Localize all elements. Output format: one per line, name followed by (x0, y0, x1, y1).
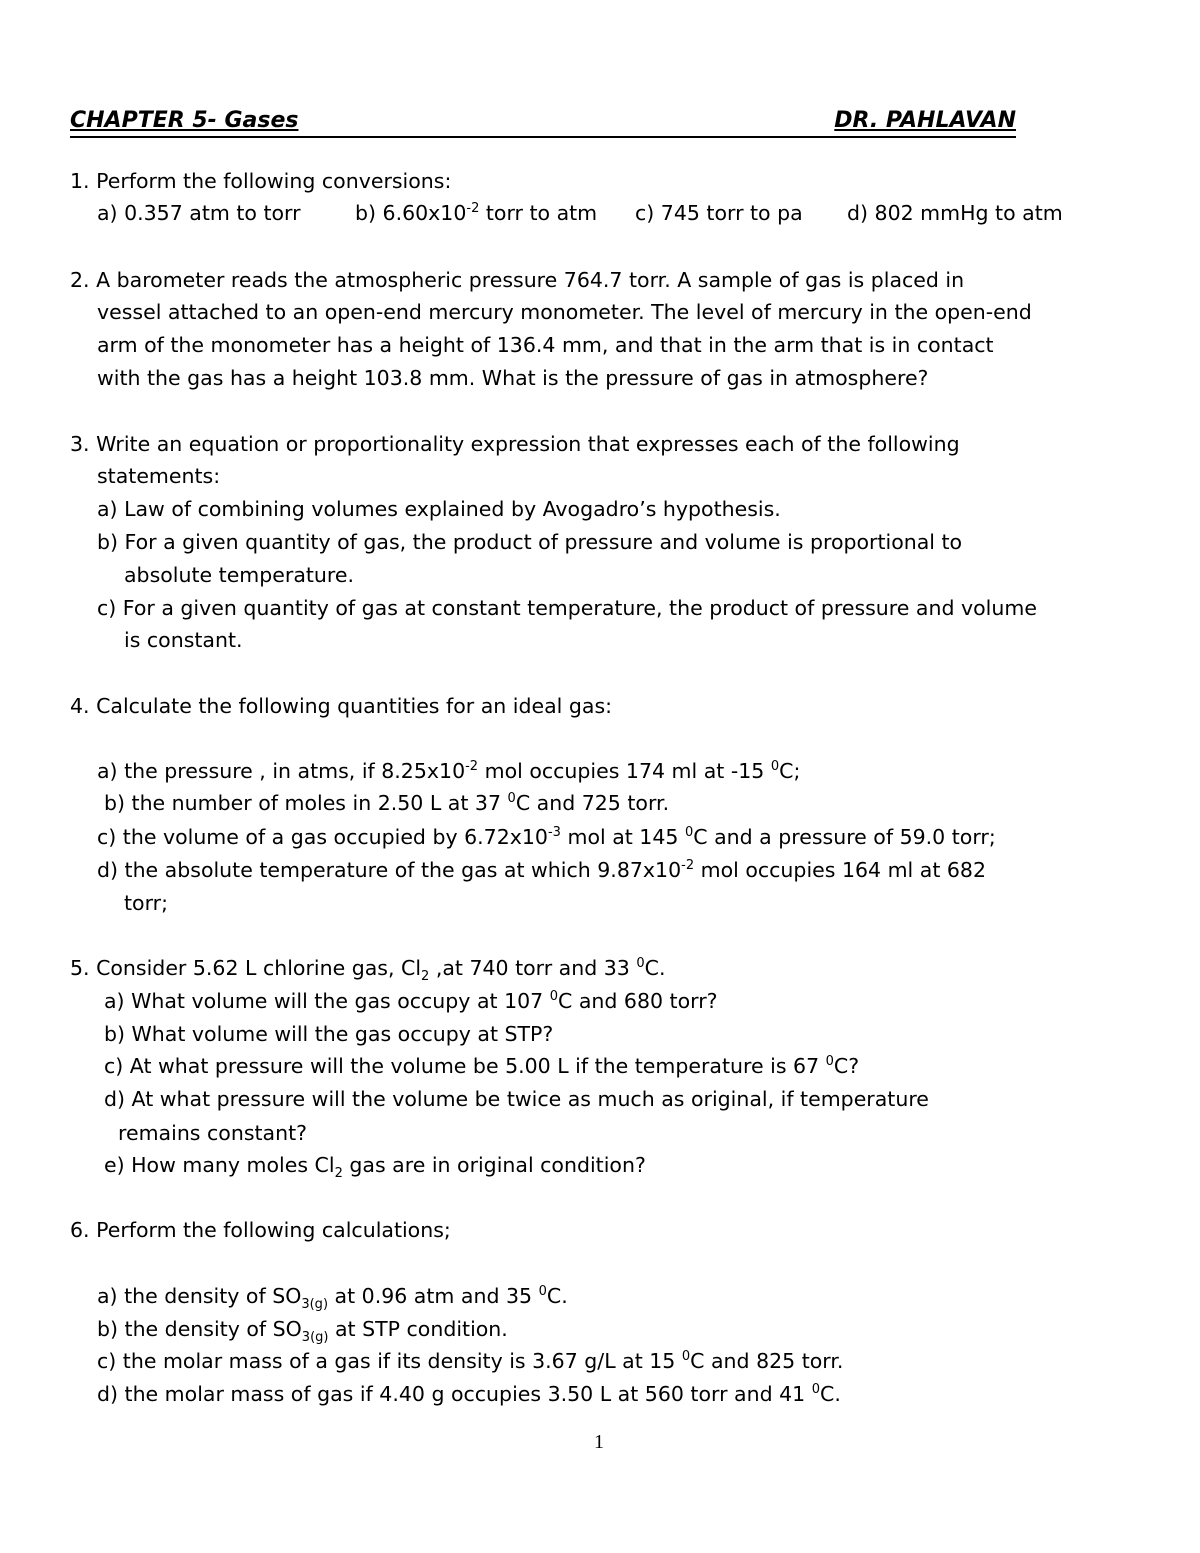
chapter-title: CHAPTER 5- Gases (70, 108, 299, 133)
question-4-part-d-line-1: d) the absolute temperature of the gas at which $9.87x10^{-2}$ mol occupies 164 ml at 682 (97, 858, 987, 882)
question-2-line-2: vessel attached to an open-end mercury monometer. The level of mercury in the open-end (97, 300, 1032, 324)
question-2-line-3: arm of the monometer has a height of 136.4 mm, and that in the arm that is in contact (97, 333, 994, 357)
question-1-part-c: c) 745 torr to pa (635, 201, 803, 225)
question-6-part-a: a) the density of $SO_{3(g)}$ at 0.96 atm and 35 $^0$C. (97, 1284, 568, 1312)
question-4-part-d-line-2: torr; (124, 891, 168, 915)
question-5-part-e: e) How many moles $Cl_2$ gas are in original condition? (104, 1153, 646, 1181)
question-1-part-a: a) 0.357 atm to torr (97, 201, 301, 225)
question-1-part-b: b) $6.60x10^{-2}$ torr to atm (355, 201, 598, 225)
question-5-part-d-line-1: d) At what pressure will the volume be twice as much as original, if temperature (104, 1087, 929, 1111)
author-name: DR. PAHLAVAN (834, 108, 1016, 133)
question-5-part-a: a) What volume will the gas occupy at 107 $^0$C and 680 torr? (104, 989, 718, 1013)
question-4-stem: 4. Calculate the following quantities for an ideal gas: (70, 694, 613, 718)
question-5-stem: 5. Consider 5.62 L chlorine gas, $Cl_2$ ,at 740 torr and 33 $^0$C. (70, 956, 666, 984)
page-header (70, 106, 1016, 138)
question-4-part-b: b) the number of moles in 2.50 L at 37 $^0$C and 725 torr. (104, 791, 670, 815)
question-5-part-d-line-2: remains constant? (118, 1121, 308, 1145)
question-3-part-b-line-1: b) For a given quantity of gas, the product of pressure and volume is proportional to (97, 530, 963, 554)
question-3-part-a: a) Law of combining volumes explained by Avogadro’s hypothesis. (97, 497, 781, 521)
question-2-line-4: with the gas has a height 103.8 mm. What is the pressure of gas in atmosphere? (97, 366, 929, 390)
question-4-part-a: a) the pressure , in atms, if $8.25x10^{-2}$ mol occupies 174 ml at -15 $^0$C; (97, 759, 801, 783)
question-1-stem: 1. Perform the following conversions: (70, 169, 452, 193)
question-6-stem: 6. Perform the following calculations; (70, 1218, 451, 1242)
question-6-part-b: b) the density of $SO_{3(g)}$ at STP condition. (97, 1317, 508, 1345)
question-6-part-d: d) the molar mass of gas if 4.40 g occupies 3.50 L at 560 torr and 41 $^0$C. (97, 1382, 841, 1406)
question-1-conversions (97, 200, 1077, 226)
question-3-part-c-line-2: is constant. (124, 628, 243, 652)
question-5-part-b: b) What volume will the gas occupy at STP? (104, 1022, 554, 1046)
question-5-part-c: c) At what pressure will the volume be 5.00 L if the temperature is 67 $^0$C? (104, 1054, 860, 1078)
question-3-part-c-line-1: c) For a given quantity of gas at constant temperature, the product of pressure and volume (97, 596, 1037, 620)
question-1-part-d: d) 802 mmHg to atm (847, 201, 1063, 225)
question-3-line-2: statements: (97, 464, 221, 488)
question-4-part-c: c) the volume of a gas occupied by $6.72x10^{-3}$ mol at 145 $^0$C and a pressure of 59.0 torr; (97, 825, 996, 849)
question-3-line-1: 3. Write an equation or proportionality expression that expresses each of the following (70, 432, 960, 456)
question-6-part-c: c) the molar mass of a gas if its density is 3.67 g/L at 15 $^0$C and 825 torr. (97, 1349, 844, 1373)
question-2-line-1: 2. A barometer reads the atmospheric pressure 764.7 torr. A sample of gas is placed in (70, 268, 965, 292)
question-3-part-b-line-2: absolute temperature. (124, 563, 355, 587)
page-number: 1 (594, 1431, 604, 1453)
